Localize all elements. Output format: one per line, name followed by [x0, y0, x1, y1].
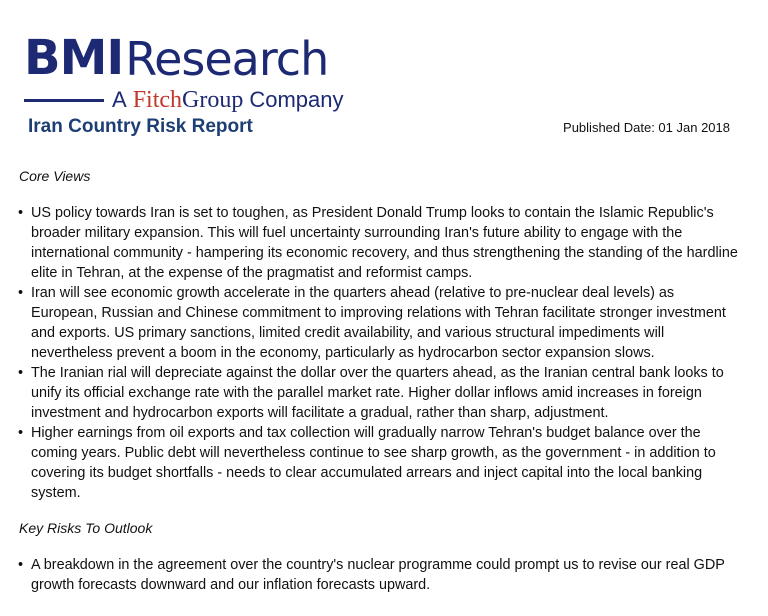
bullet-text: A breakdown in the agreement over the country's nuclear programme could prompt us to revise our real GDP growth forecasts downward and our inflation forecasts upward.: [31, 557, 725, 593]
key-risks-heading: Key Risks To Outlook: [19, 520, 153, 536]
bullet-glyph: •: [18, 425, 24, 441]
logo-fitch: Fitch: [132, 86, 183, 113]
list-item: [18, 203, 743, 283]
list-item: [18, 555, 743, 595]
list-item: [18, 423, 743, 503]
list-item: [18, 363, 743, 423]
logo-tagline-company: Company: [249, 87, 344, 112]
logo-research: Research: [125, 32, 329, 86]
bullet-text: US policy towards Iran is set to toughen, as President Donald Trump looks to contain the Islamic Republic's broader military expansion. This will fuel uncertainty surrounding Iran's future ability to engage with the international community - hampering its economic recovery, and thus strengthening the standing of the hardline elite in Tehran, at the expense of the pragmatist and reformist camps.: [31, 205, 738, 281]
logo-group: Group: [182, 86, 244, 113]
core-views-heading: Core Views: [19, 168, 91, 184]
logo-rule: [24, 99, 104, 102]
logo-tagline-fitchgroup: [133, 87, 244, 114]
logo-tagline-a: A: [112, 87, 127, 112]
bullet-text: Iran will see economic growth accelerate in the quarters ahead (relative to pre-nuclear deal levels) as European, Russian and Chinese commitment to improving relations with Tehran facilitate stronger investment and exports. US primary sanctions, limited credit availability, and various structural impediments will nevertheless prevent a boom in the economy, particularly as hydrocarbon sector expansion slows.: [31, 285, 726, 361]
bullet-glyph: •: [18, 205, 24, 221]
published-date: Published Date: 01 Jan 2018: [563, 120, 730, 135]
list-item: [18, 283, 743, 363]
logo-tagline: [24, 88, 394, 112]
bullet-glyph: •: [18, 557, 24, 573]
logo-bmi: BMI: [24, 30, 124, 86]
bullet-text: The Iranian rial will depreciate against the dollar over the quarters ahead, as the Iranian central bank looks to unify its official exchange rate with the parallel market rate. Higher dollar inflows amid increases in foreign investment and hydrocarbon exports will facilitate a gradual, rather than sharp, adjustment.: [31, 365, 724, 421]
bullet-text: Higher earnings from oil exports and tax collection will gradually narrow Tehran's budget balance over the coming years. Public debt will nevertheless continue to see sharp growth, as the government - in addition to covering its budget shortfalls - needs to clear accumulated arrears and inject capital into the local banking system.: [31, 425, 716, 501]
key-risks-list: [18, 555, 743, 595]
report-title: Iran Country Risk Report: [28, 116, 253, 137]
core-views-list: [18, 203, 743, 503]
bullet-glyph: •: [18, 365, 24, 381]
logo-wordmark: [24, 30, 394, 86]
bullet-glyph: •: [18, 285, 24, 301]
bmi-research-logo: [24, 30, 394, 113]
